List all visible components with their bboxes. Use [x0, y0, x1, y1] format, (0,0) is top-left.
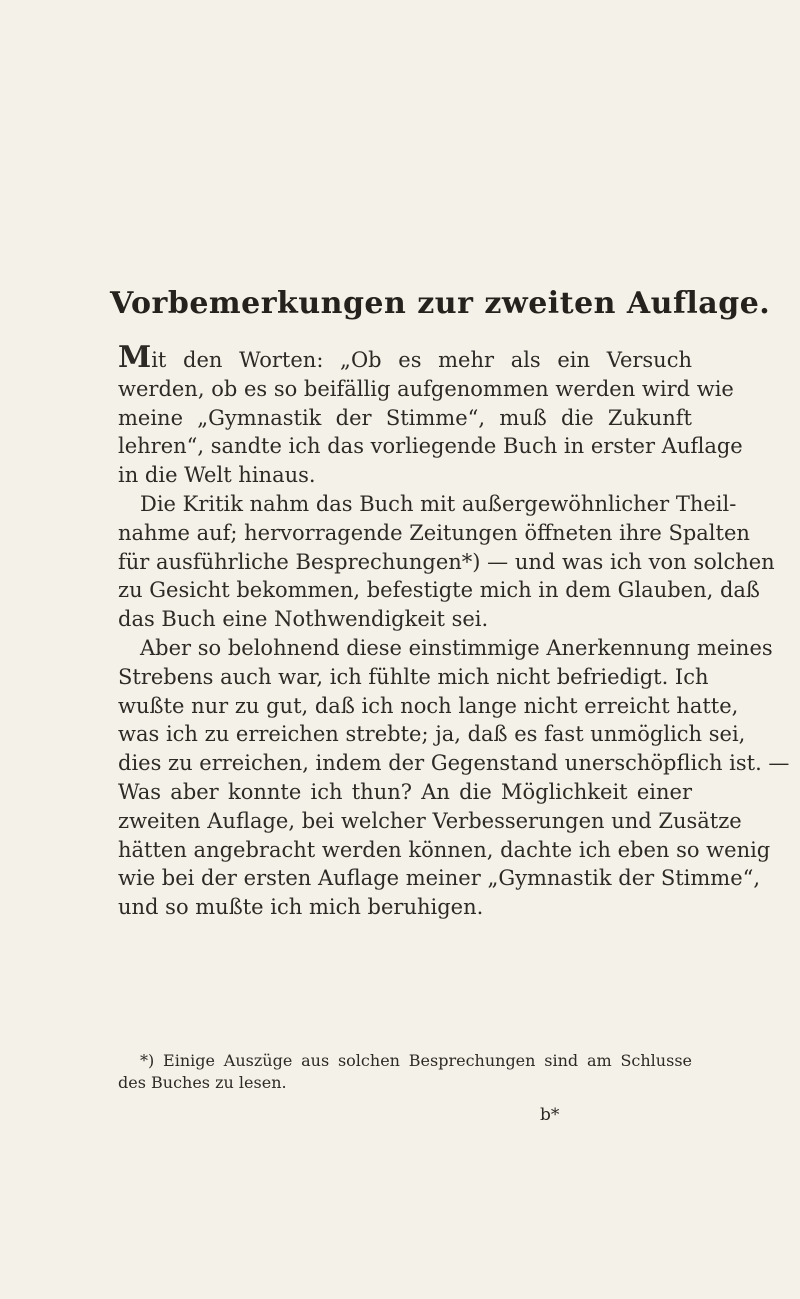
text-line: dies zu erreichen, indem der Gegenstand unerschöpflich ist. —: [118, 751, 790, 776]
drop-initial: M: [118, 340, 152, 375]
main-text: [118, 340, 790, 922]
text-line: und so mußte ich mich beruhigen.: [118, 895, 484, 920]
footnote: [118, 1050, 692, 1094]
text-line: Was aber konnte ich thun? An die Möglichkeit einer: [118, 779, 692, 804]
text-line: Die Kritik nahm das Buch mit außergewöhnlicher Theil-: [140, 491, 737, 516]
text-line: werden, ob es so beifällig aufgenommen werden wird wie: [118, 376, 734, 401]
text-line: das Buch eine Nothwendigkeit sei.: [118, 607, 489, 632]
signature-mark: b*: [540, 1105, 560, 1125]
text-line: Aber so belohnend diese einstimmige Anerkennung meines: [140, 635, 773, 660]
text-line: nahme auf; hervorragende Zeitungen öffneten ihre Spalten: [118, 520, 750, 545]
footnote-line: des Buches zu lesen.: [118, 1073, 287, 1092]
text-line: meine „Gymnastik der Stimme“, muß die Zukunft: [118, 405, 692, 430]
text-line: [118, 340, 692, 375]
footnote-line: *) Einige Auszüge aus solchen Besprechungen sind am Schlusse: [140, 1051, 692, 1070]
text-line: Strebens auch war, ich fühlte mich nicht befriedigt. Ich: [118, 664, 709, 689]
text-line: lehren“, sandte ich das vorliegende Buch in erster Auflage: [118, 434, 743, 459]
page-heading: Vorbemerkungen zur zweiten Auflage.: [110, 286, 771, 321]
text-line: wie bei der ersten Auflage meiner „Gymnastik der Stimme“,: [118, 866, 761, 891]
text-line: wußte nur zu gut, daß ich noch lange nicht erreicht hatte,: [118, 693, 739, 718]
text-line: zu Gesicht bekommen, befestigte mich in dem Glauben, daß: [118, 578, 760, 603]
text-line: hätten angebracht werden können, dachte ich eben so wenig: [118, 837, 771, 862]
text-line: in die Welt hinaus.: [118, 463, 316, 488]
text-line-content: it den Worten: „Ob es mehr als ein Versuch: [151, 348, 692, 372]
text-line: zweiten Auflage, bei welcher Verbesserungen und Zusätze: [118, 808, 742, 833]
text-line: für ausführliche Besprechungen*) — und was ich von solchen: [118, 549, 775, 574]
text-line: was ich zu erreichen strebte; ja, daß es fast unmöglich sei,: [118, 722, 746, 747]
